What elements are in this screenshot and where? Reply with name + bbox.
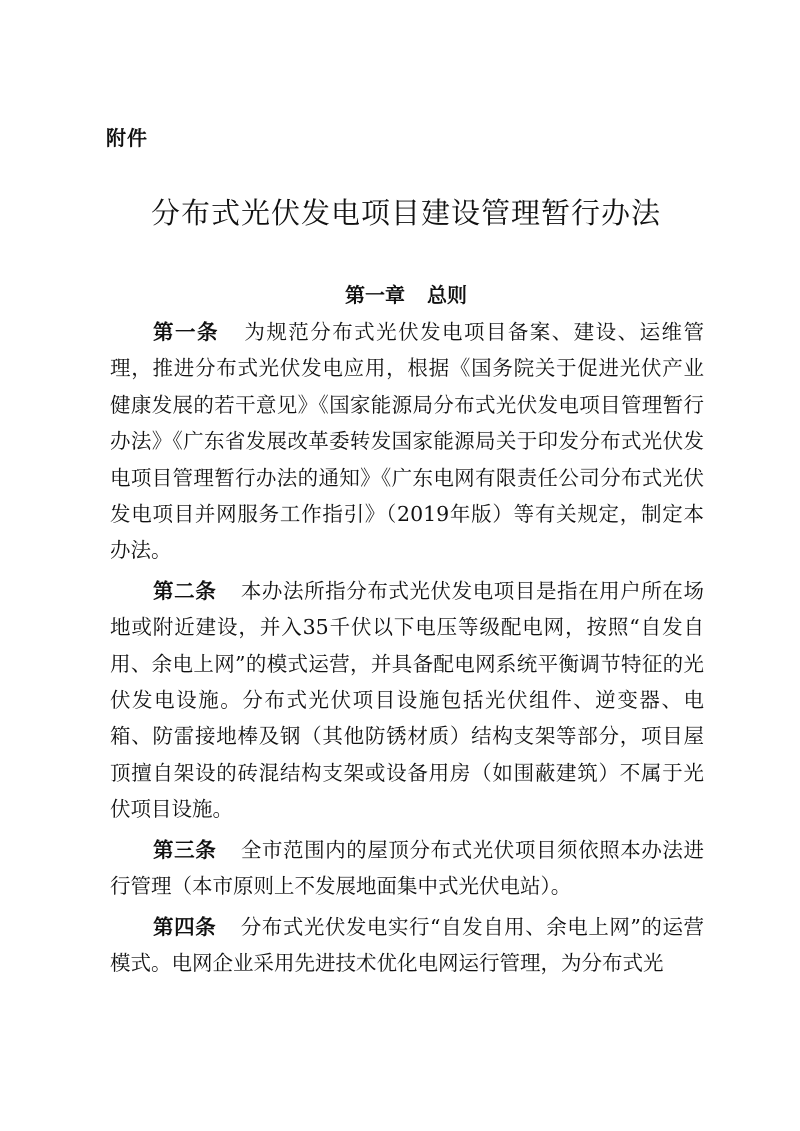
article-number: 第三条 [153, 837, 217, 862]
article-4 [110, 909, 704, 982]
attachment-label: 附件 [106, 126, 148, 150]
article-1 [110, 314, 704, 569]
chapter-name: 总则 [427, 283, 467, 307]
article-text: 为规范分布式光伏发电项目备案、建设、运维管理，推进分布式光伏发电应用，根据《国务院关于促进光伏产业健康发展的若干意见》《国家能源局分布式光伏发电项目管理暂行办法》《广东省发展改革委转发国家能源局关于印发分布式光伏发电项目管理暂行办法的通知》《广东电网有限责任公司分布式光伏发电项目并网服务工作指引》（2019年版）等有关规定，制定本办法。 [110, 320, 705, 563]
chapter-heading [106, 280, 706, 310]
article-text: 分布式光伏发电实行“自发自用、余电上网”的运营模式。电网企业采用先进技术优化电网运行管理，为分布式光 [110, 914, 705, 975]
document-title: 分布式光伏发电项目建设管理暂行办法 [150, 196, 661, 230]
article-2 [110, 573, 704, 828]
article-text: 全市范围内的屋顶分布式光伏项目须依照本办法进行管理（本市原则上不发展地面集中式光伏电站）。 [110, 837, 704, 899]
chapter-number: 第一章 [345, 283, 405, 307]
article-3 [110, 832, 704, 905]
article-number: 第四条 [153, 914, 217, 939]
article-number: 第二条 [153, 578, 217, 603]
article-text: 本办法所指分布式光伏发电项目是指在用户所在场地或附近建设，并入35千伏以下电压等级配电网，按照“自发自用、余电上网”的模式运营，并具备配电网系统平衡调节特征的光伏发电设施。分布式光伏项目设施包括光伏组件、逆变器、电箱、防雷接地棒及钢（其他防锈材质）结构支架等部分，项目屋顶擅自架设的砖混结构支架或设备用房（如围蔽建筑）不属于光伏项目设施。 [110, 578, 704, 822]
document-body [110, 314, 704, 985]
article-number: 第一条 [153, 320, 219, 344]
